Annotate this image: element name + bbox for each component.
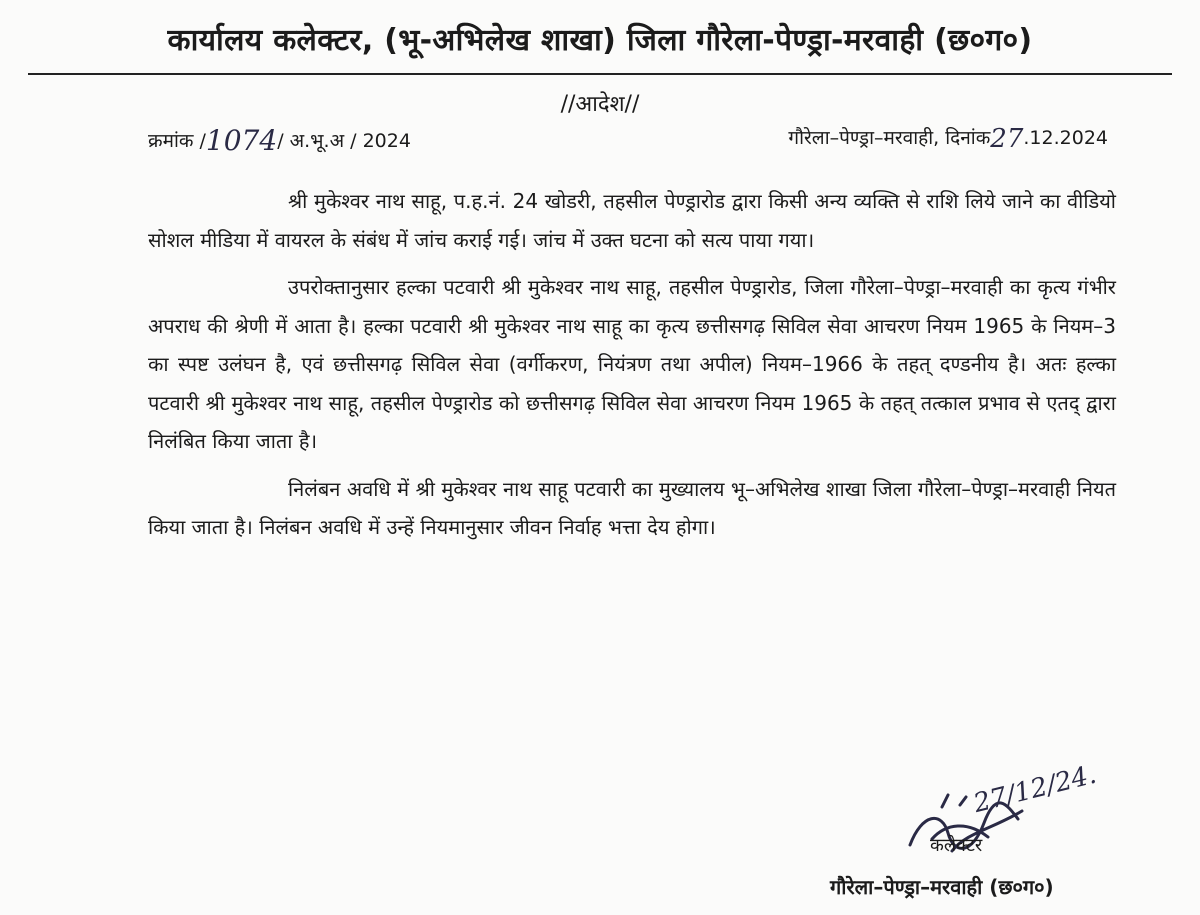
place-date-prefix: गौरेला–पेण्ड्रा–मरवाही, दिनांक bbox=[788, 127, 991, 149]
order-heading: //आदेश// bbox=[560, 92, 640, 117]
paragraph-headquarters: निलंबन अवधि में श्री मुकेश्वर नाथ साहू पटवारी का मुख्यालय भू–अभिलेख शाखा जिला गौरेला–पेण्ड्रा–मरवाही नियत किया जाता है। निलंबन अवधि में उन्हें नियमानुसार जीवन निर्वाह भत्ता देय होगा। bbox=[148, 476, 1116, 539]
ref-prefix: क्रमांक / bbox=[148, 130, 206, 152]
ref-suffix: / अ.भू.अ / 2024 bbox=[277, 130, 411, 152]
date-rest: .12.2024 bbox=[1023, 127, 1108, 149]
signatory-district: गौरेला–पेण्ड्रा–मरवाही (छ०ग०) bbox=[830, 875, 1054, 899]
order-body bbox=[148, 182, 1116, 556]
reference-number-line bbox=[148, 124, 411, 157]
paragraph-inquiry: श्री मुकेश्वर नाथ साहू, प.ह.नं. 24 खोडरी, तहसील पेण्ड्रारोड द्वारा किसी अन्य व्यक्ति से राशि लिये जाने का वीडियो सोशल मीडिया में वायरल के संबंध में जांच कराई गई। जांच में उक्त घटना को सत्य पाया गया। bbox=[148, 189, 1116, 252]
date-day-handwritten: 27 bbox=[990, 124, 1024, 154]
paragraph-suspension: उपरोक्तानुसार हल्का पटवारी श्री मुकेश्वर नाथ साहू, तहसील पेण्ड्रारोड, जिला गौरेला–पेण्ड्रा–मरवाही का कृत्य गंभीर अपराध की श्रेणी में आता है। हल्का पटवारी श्री मुकेश्वर नाथ साहू का कृत्य छत्तीसगढ़ सिविल सेवा आचरण नियम 1965 के नियम–3 का स्पष्ट उलंघन है, एवं छत्तीसगढ़ सिविल सेवा (वर्गीकरण, नियंत्रण तथा अपील) नियम–1966 के तहत् दण्डनीय है। अतः हल्का पटवारी श्री मुकेश्वर नाथ साहू, तहसील पेण्ड्रारोड को छत्तीसगढ़ सिविल सेवा आचरण नियम 1965 के तहत् तत्काल प्रभाव से एतद् द्वारा निलंबित किया जाता है। bbox=[148, 275, 1116, 453]
header-divider bbox=[28, 73, 1172, 75]
signature-block bbox=[830, 759, 1170, 910]
office-header-title: कार्यालय कलेक्टर, (भू-अभिलेख शाखा) जिला गौरेला-पेण्ड्रा-मरवाही (छ०ग०) bbox=[167, 23, 1033, 58]
signatory-designation: कलेक्टर bbox=[930, 835, 983, 856]
place-date-line bbox=[788, 124, 1108, 154]
ref-number-handwritten: 1074 bbox=[205, 124, 278, 157]
signature-date-handwritten: 27/12/24. bbox=[970, 759, 1100, 819]
